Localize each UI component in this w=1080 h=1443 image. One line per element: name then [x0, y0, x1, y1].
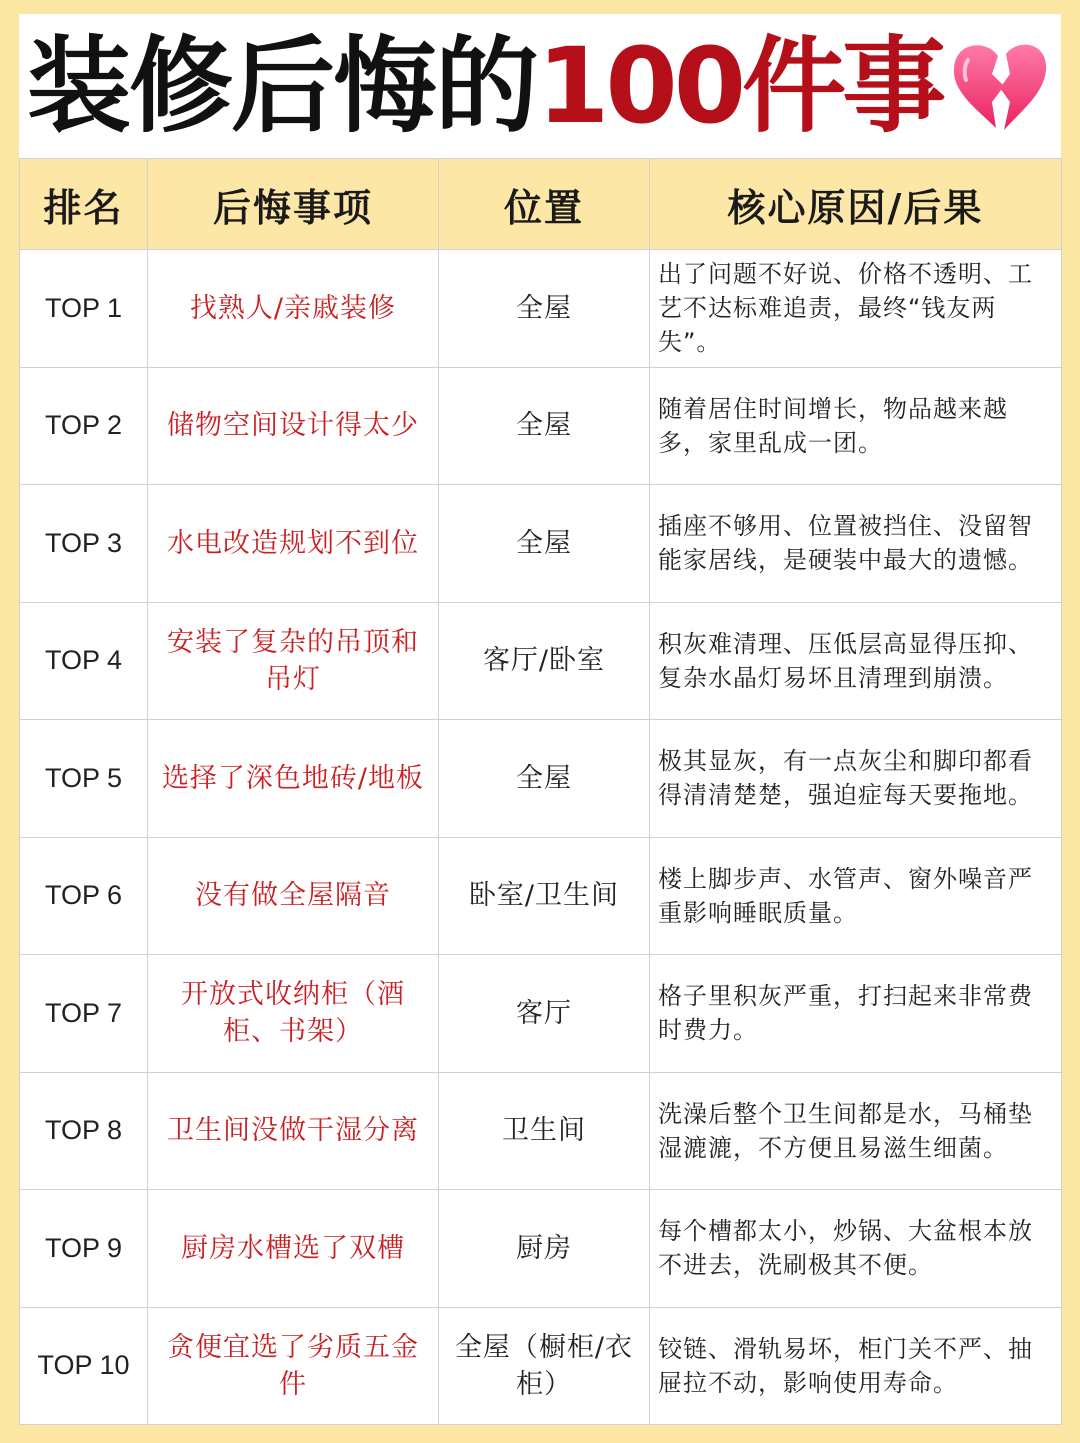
rank-cell: TOP 1 [20, 250, 148, 368]
rank-cell: TOP 4 [20, 602, 148, 720]
item-cell: 卫生间没做干湿分离 [148, 1072, 439, 1190]
title-red-text: 100件事 [537, 25, 943, 147]
location-cell: 卫生间 [439, 1072, 650, 1190]
rank-cell: TOP 7 [20, 955, 148, 1073]
reason-cell: 洗澡后整个卫生间都是水，马桶垫湿漉漉，不方便且易滋生细菌。 [650, 1072, 1062, 1190]
header-item: 后悔事项 [148, 159, 439, 250]
title-black-text: 装修后悔的 [27, 25, 538, 147]
location-cell: 厨房 [439, 1190, 650, 1308]
regret-table [19, 158, 1062, 1425]
location-cell: 全屋 [439, 720, 650, 838]
reason-cell: 积灰难清理、压低层高显得压抑、复杂水晶灯易坏且清理到崩溃。 [650, 602, 1062, 720]
location-cell: 全屋（橱柜/衣柜） [439, 1307, 650, 1425]
item-cell: 没有做全屋隔音 [148, 837, 439, 955]
item-cell: 储物空间设计得太少 [148, 367, 439, 485]
rank-cell: TOP 6 [20, 837, 148, 955]
infographic-card [19, 14, 1061, 1424]
item-cell: 选择了深色地砖/地板 [148, 720, 439, 838]
reason-cell: 出了问题不好说、价格不透明、工艺不达标难追责，最终“钱友两失”。 [650, 250, 1062, 368]
item-cell: 贪便宜选了劣质五金件 [148, 1307, 439, 1425]
header-rank: 排名 [20, 159, 148, 250]
table-row [20, 1190, 1062, 1308]
header-location: 位置 [439, 159, 650, 250]
item-cell: 找熟人/亲戚装修 [148, 250, 439, 368]
table-row [20, 1307, 1062, 1425]
rank-cell: TOP 8 [20, 1072, 148, 1190]
location-cell: 全屋 [439, 485, 650, 603]
reason-cell: 每个槽都太小，炒锅、大盆根本放不进去，洗刷极其不便。 [650, 1190, 1062, 1308]
table-row [20, 485, 1062, 603]
header-reason: 核心原因/后果 [650, 159, 1062, 250]
reason-cell: 楼上脚步声、水管声、窗外噪音严重影响睡眠质量。 [650, 837, 1062, 955]
location-cell: 客厅 [439, 955, 650, 1073]
reason-cell: 铰链、滑轨易坏，柜门关不严、抽屉拉不动，影响使用寿命。 [650, 1307, 1062, 1425]
table-header-row [20, 159, 1062, 250]
reason-cell: 极其显灰，有一点灰尘和脚印都看得清清楚楚，强迫症每天要拖地。 [650, 720, 1062, 838]
rank-cell: TOP 5 [20, 720, 148, 838]
rank-cell: TOP 2 [20, 367, 148, 485]
page-title [19, 14, 1061, 158]
rank-cell: TOP 9 [20, 1190, 148, 1308]
location-cell: 卧室/卫生间 [439, 837, 650, 955]
location-cell: 全屋 [439, 367, 650, 485]
table-row [20, 837, 1062, 955]
table-row [20, 250, 1062, 368]
table-row [20, 955, 1062, 1073]
location-cell: 客厅/卧室 [439, 602, 650, 720]
table-row [20, 367, 1062, 485]
table-row [20, 720, 1062, 838]
reason-cell: 随着居住时间增长，物品越来越多，家里乱成一团。 [650, 367, 1062, 485]
broken-heart-icon [948, 36, 1052, 136]
location-cell: 全屋 [439, 250, 650, 368]
table-row [20, 602, 1062, 720]
table-row [20, 1072, 1062, 1190]
rank-cell: TOP 3 [20, 485, 148, 603]
reason-cell: 插座不够用、位置被挡住、没留智能家居线，是硬装中最大的遗憾。 [650, 485, 1062, 603]
item-cell: 水电改造规划不到位 [148, 485, 439, 603]
item-cell: 安装了复杂的吊顶和吊灯 [148, 602, 439, 720]
item-cell: 厨房水槽选了双槽 [148, 1190, 439, 1308]
item-cell: 开放式收纳柜（酒柜、书架） [148, 955, 439, 1073]
reason-cell: 格子里积灰严重，打扫起来非常费时费力。 [650, 955, 1062, 1073]
rank-cell: TOP 10 [20, 1307, 148, 1425]
